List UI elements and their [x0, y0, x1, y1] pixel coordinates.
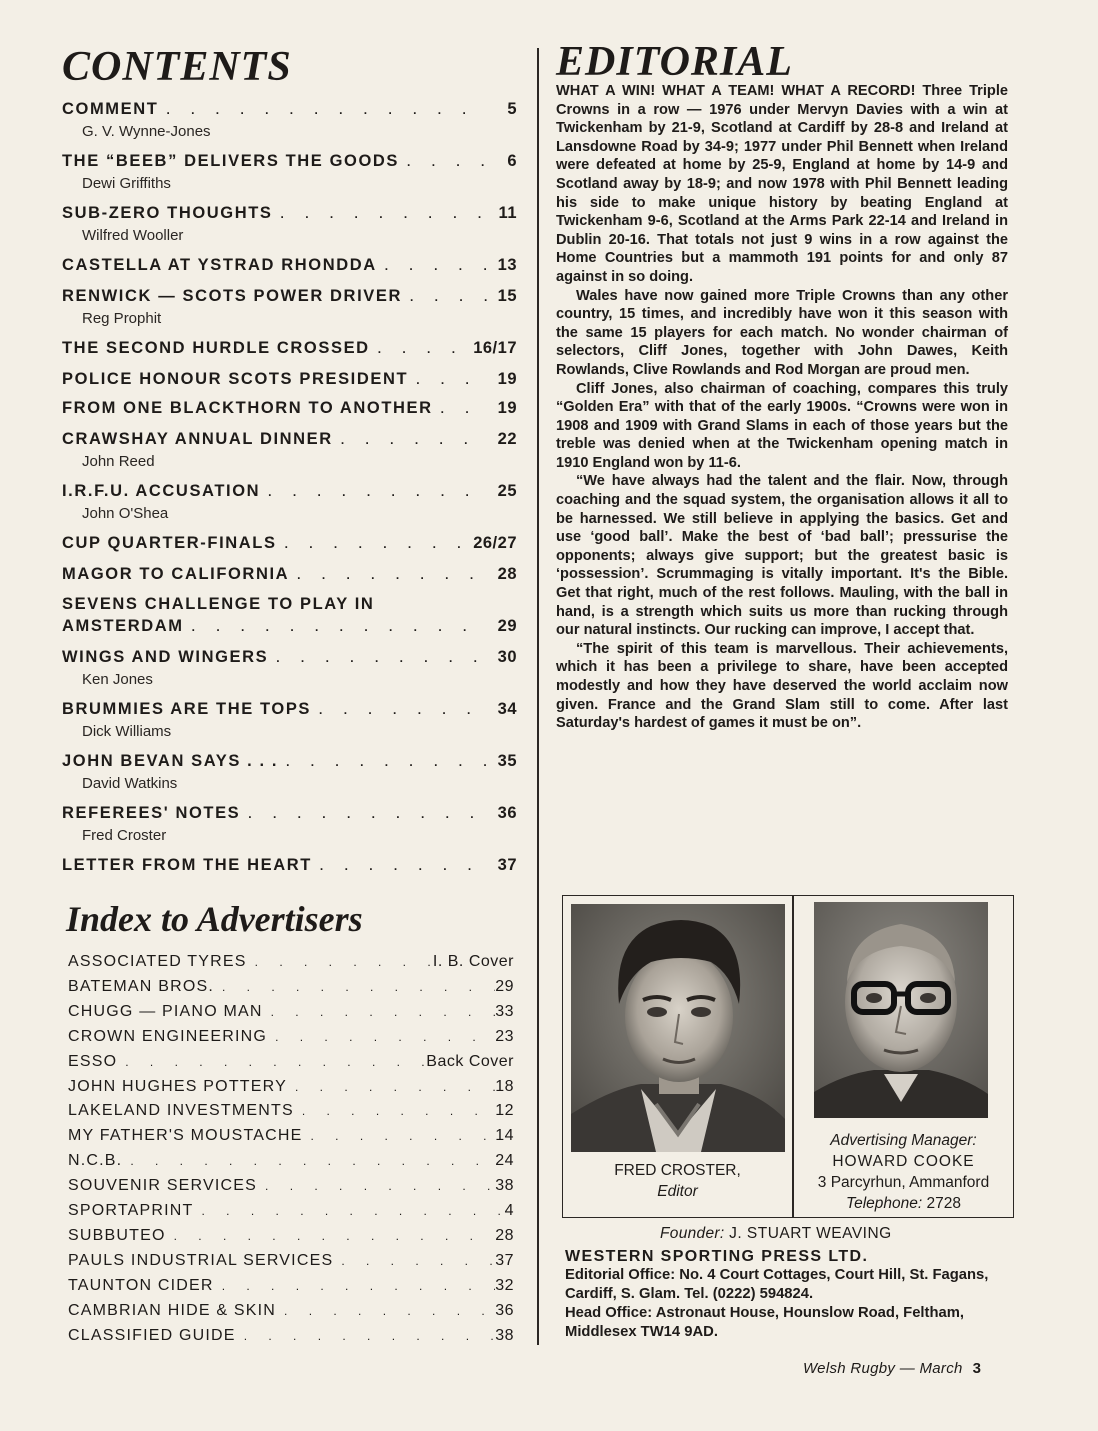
- toc-entry: [62, 254, 517, 277]
- advertiser-row: [68, 1324, 514, 1349]
- toc-entry: [62, 563, 517, 586]
- toc-author: David Watkins: [82, 775, 178, 792]
- toc-page: 35: [497, 752, 517, 770]
- advertiser-name: LAKELAND INVESTMENTS: [68, 1102, 294, 1120]
- advertiser-row: [68, 1299, 514, 1324]
- toc-entry: [62, 646, 517, 690]
- editor-portrait: [571, 904, 785, 1152]
- toc-leader-dots: [268, 647, 487, 669]
- toc-entry: [62, 150, 517, 194]
- toc-entry: [62, 397, 517, 420]
- toc-entry: [62, 854, 517, 877]
- advertiser-row: [68, 1000, 514, 1025]
- advertiser-name: SUBBUTEO: [68, 1226, 166, 1244]
- editorial-paragraph: Wales have now gained more Triple Crowns than any other country, 15 times, and incredibly have won it this season with the same 15 players for each match. No wonder chairman of selectors, Cliff Jones, together with John Dawes, Keith Rowlands, Clive Rowlands and Rod Morgan are proud men.: [556, 287, 1008, 378]
- toc-page: 26/27: [473, 534, 517, 552]
- advertiser-name: CLASSIFIED GUIDE: [68, 1326, 236, 1344]
- advertiser-leader-dots: [287, 1075, 495, 1100]
- advertiser-row: [68, 1224, 514, 1249]
- toc-entry: [62, 202, 517, 246]
- toc-entry: [62, 285, 517, 329]
- toc-title: CRAWSHAY ANNUAL DINNER: [62, 430, 333, 448]
- toc-leader-dots: [273, 203, 487, 225]
- publisher-name: WESTERN SPORTING PRESS LTD.: [565, 1248, 869, 1265]
- toc-entry: [62, 428, 517, 472]
- toc-title-row: [62, 646, 517, 669]
- advertiser-leader-dots: [117, 1050, 426, 1075]
- toc-title-row: [62, 285, 517, 308]
- publisher-info: [565, 1247, 1015, 1342]
- footer-publication: Welsh Rugby — March: [803, 1360, 963, 1377]
- toc-leader-dots: [277, 533, 474, 555]
- toc-entry: [62, 337, 517, 360]
- toc-author: Reg Prophit: [82, 310, 162, 327]
- advertiser-row: [68, 1050, 514, 1075]
- founder-name: J. STUART WEAVING: [729, 1225, 892, 1242]
- toc-title-row: [62, 698, 517, 721]
- toc-title-row: [62, 480, 517, 503]
- ad-manager-role: Advertising Manager:: [830, 1132, 977, 1149]
- advertiser-name: TAUNTON CIDER: [68, 1276, 214, 1294]
- advertiser-page: 18: [495, 1077, 514, 1095]
- toc-title: COMMENT: [62, 100, 159, 118]
- advertiser-leader-dots: [122, 1149, 495, 1174]
- toc-title-row: [62, 802, 517, 825]
- toc-title: FROM ONE BLACKTHORN TO ANOTHER: [62, 399, 433, 417]
- toc-title-row: [62, 532, 517, 555]
- toc-author: Fred Croster: [82, 827, 167, 844]
- toc-leader-dots: [399, 151, 487, 173]
- toc-leader-dots: [312, 855, 487, 877]
- advertiser-row: [68, 1199, 514, 1224]
- ad-manager-caption: [794, 1130, 1013, 1214]
- toc-title-row: [62, 563, 517, 586]
- toc-author: Wilfred Wooller: [82, 227, 184, 244]
- advertiser-leader-dots: [257, 1174, 495, 1199]
- advertiser-page: Back Cover: [426, 1052, 514, 1070]
- advertiser-page: 32: [495, 1276, 514, 1294]
- advertiser-name: ASSOCIATED TYRES: [68, 953, 247, 970]
- toc-title-row: [62, 615, 517, 638]
- toc-title: BRUMMIES ARE THE TOPS: [62, 700, 312, 718]
- toc-author: John O'Shea: [82, 505, 169, 522]
- advertiser-leader-dots: [194, 1199, 505, 1224]
- advertiser-page: 37: [495, 1251, 514, 1269]
- editorial-paragraph: “The spirit of this team is marvellous. Their achievements, which it has been a privilege to share, have been accepted modestly and how they have deserved the world acclaim now given. France and the Grand Slam still to come. After last Saturday's hardest of games it must be on”.: [556, 640, 1008, 732]
- advertiser-row: [68, 950, 514, 975]
- toc-leader-dots: [377, 255, 487, 277]
- toc-title-row: [62, 594, 517, 615]
- toc-title: I.R.F.U. ACCUSATION: [62, 482, 261, 500]
- ad-manager-phone: Telephone: 2728: [846, 1195, 961, 1212]
- toc-leader-dots: [333, 429, 487, 451]
- staff-photo-box: [562, 895, 1014, 1218]
- toc-page: 15: [497, 287, 517, 305]
- page-footer: [803, 1360, 981, 1377]
- toc-title: LETTER FROM THE HEART: [62, 856, 312, 874]
- toc-title-continued: AMSTERDAM: [62, 617, 184, 635]
- head-office: Head Office: Astronaut House, Hounslow Road, Feltham, Middlesex TW14 9AD.: [565, 1305, 965, 1340]
- toc-title: MAGOR TO CALIFORNIA: [62, 565, 290, 583]
- toc-page: 13: [497, 256, 517, 274]
- toc-page: 37: [497, 856, 517, 874]
- toc-title-row: [62, 254, 517, 277]
- advertiser-name: CROWN ENGINEERING: [68, 1027, 268, 1045]
- advertiser-leader-dots: [267, 1025, 495, 1050]
- toc-entry: [62, 98, 517, 142]
- ad-manager-name: HOWARD COOKE: [832, 1153, 975, 1170]
- toc-title: RENWICK — SCOTS POWER DRIVER: [62, 287, 402, 305]
- advertisers-list: [68, 950, 514, 1349]
- toc-leader-dots: [408, 369, 487, 391]
- toc-entry: [62, 368, 517, 391]
- toc-title-row: [62, 854, 517, 877]
- toc-title: SEVENS CHALLENGE TO PLAY IN: [62, 595, 375, 613]
- toc-page: 5: [507, 100, 517, 118]
- advertiser-row: [68, 1075, 514, 1100]
- advertiser-leader-dots: [166, 1224, 496, 1249]
- advertiser-name: SPORTAPRINT: [68, 1202, 194, 1220]
- toc-title-row: [62, 337, 517, 360]
- editorial-title: EDITORIAL: [556, 39, 793, 85]
- advertiser-name: N.C.B.: [68, 1152, 123, 1170]
- toc-entry: [62, 698, 517, 742]
- toc-entry: [62, 802, 517, 846]
- founder-line: [660, 1225, 892, 1243]
- advertiser-leader-dots: [214, 1274, 496, 1299]
- toc-page: 30: [497, 648, 517, 666]
- advertiser-name: CAMBRIAN HIDE & SKIN: [68, 1301, 277, 1319]
- toc-leader-dots: [370, 338, 474, 360]
- contents-title: CONTENTS: [62, 44, 292, 90]
- ad-manager-portrait: [814, 902, 988, 1118]
- toc-leader-dots: [311, 699, 487, 721]
- toc-author: John Reed: [82, 453, 155, 470]
- editorial-paragraph: “We have always had the talent and the flair. Now, through coaching and the squad system, the organisation allows it all to be harnessed. We still believe in applying the basics. Get and use ‘good ball’. Make the best of ‘bad ball’; pressurise the opponents; always give support; but the greatest basic is ‘possession’. Scrummaging is vitally important. It's the Bible. Get that right, much of the rest follows. Mauling, with the ball in hand, is a strength which suits us more than rucking through our natural instincts. Our rucking can improve, I accept that.: [556, 473, 1008, 639]
- advertiser-row: [68, 1025, 514, 1050]
- contents-section: [62, 42, 517, 877]
- toc-title: SUB-ZERO THOUGHTS: [62, 204, 273, 222]
- toc-author: Dewi Griffiths: [82, 175, 171, 192]
- toc-page: 36: [497, 804, 517, 822]
- advertiser-row: [68, 975, 514, 1000]
- advertiser-leader-dots: [263, 1000, 496, 1025]
- advertiser-page: I. B. Cover: [432, 953, 514, 970]
- toc-title-row: [62, 98, 517, 121]
- toc-page: 29: [497, 617, 517, 635]
- advertiser-page: 12: [495, 1102, 514, 1120]
- advertiser-page: 24: [495, 1152, 514, 1170]
- advertiser-page: 4: [504, 1202, 514, 1220]
- toc-title: THE “BEEB” DELIVERS THE GOODS: [62, 152, 400, 170]
- toc-page: 16/17: [473, 339, 517, 357]
- toc-title-row: [62, 150, 517, 173]
- toc-title: REFEREES' NOTES: [62, 804, 241, 822]
- page-number: 3: [972, 1360, 982, 1377]
- editor-caption: [563, 1160, 792, 1202]
- advertiser-name: JOHN HUGHES POTTERY: [68, 1077, 287, 1095]
- advertiser-row: [68, 1249, 514, 1274]
- advertiser-page: 29: [495, 977, 514, 995]
- advertiser-row: [68, 1274, 514, 1299]
- advertisers-title: Index to Advertisers: [66, 899, 363, 939]
- advertiser-leader-dots: [303, 1124, 496, 1149]
- toc-leader-dots: [240, 803, 487, 825]
- toc-title: WINGS AND WINGERS: [62, 648, 269, 666]
- contents-list: [62, 98, 517, 877]
- editorial-section: [556, 40, 1008, 733]
- toc-title-row: [62, 202, 517, 225]
- ad-manager-address: 3 Parcyrhun, Ammanford: [817, 1174, 990, 1191]
- toc-page: 11: [498, 204, 517, 222]
- advertiser-row: [68, 1124, 514, 1149]
- toc-author: Dick Williams: [82, 723, 172, 740]
- advertiser-page: 14: [495, 1127, 514, 1145]
- advertiser-page: 28: [495, 1226, 514, 1244]
- toc-title-row: [62, 750, 517, 773]
- toc-author: Ken Jones: [82, 671, 153, 688]
- advertiser-page: 33: [495, 1002, 514, 1020]
- editor-role: Editor: [657, 1183, 698, 1200]
- toc-page: 19: [497, 399, 517, 417]
- toc-leader-dots: [278, 751, 487, 773]
- toc-page: 28: [497, 565, 517, 583]
- advertiser-row: [68, 1099, 514, 1124]
- toc-entry: [62, 594, 517, 638]
- toc-title: CUP QUARTER-FINALS: [62, 534, 277, 552]
- toc-entry: [62, 480, 517, 524]
- toc-entry: [62, 532, 517, 555]
- toc-title-row: [62, 428, 517, 451]
- advertiser-name: MY FATHER'S MOUSTACHE: [68, 1127, 303, 1145]
- advertiser-name: ESSO: [68, 1052, 118, 1070]
- toc-entry: [62, 750, 517, 794]
- advertiser-page: 36: [495, 1301, 514, 1319]
- advertiser-row: [68, 1174, 514, 1199]
- advertiser-leader-dots: [247, 950, 433, 975]
- advertiser-page: 38: [495, 1177, 514, 1195]
- toc-leader-dots: [260, 481, 487, 503]
- founder-label: Founder:: [660, 1225, 725, 1242]
- toc-title: THE SECOND HURDLE CROSSED: [62, 339, 370, 357]
- editorial-paragraph: WHAT A WIN! WHAT A TEAM! WHAT A RECORD! Three Triple Crowns in a row — 1976 under Mervyn Davies with a win at Twickenham by 21-9, Scotland at Cardiff by 28-8 and Ireland at Lansdowne Road by 34-9; 1977 under Phil Bennett when Ireland were defeated at home by 25-9, England at home by 14-9 and Scotland away by 18-9; and now 1978 with Phil Bennett leading his side to make unique history by beating England at Twickenham 9-6, Scotland at the Arms Park 22-14 and Ireland in Dublin 20-16. That totals not just 9 wins in a row against the Home Countries but a mammoth 191 points for and only 87 against in so doing.: [556, 83, 1008, 285]
- advertiser-page: 38: [495, 1326, 514, 1344]
- toc-leader-dots: [289, 564, 487, 586]
- advertiser-name: BATEMAN BROS.: [68, 977, 214, 995]
- advertiser-row: [68, 1149, 514, 1174]
- toc-title-row: [62, 397, 517, 420]
- toc-title: JOHN BEVAN SAYS . . .: [62, 752, 279, 770]
- toc-title: CASTELLA AT YSTRAD RHONDDA: [62, 256, 377, 274]
- editor-name: FRED CROSTER,: [614, 1162, 741, 1179]
- toc-title-row: [62, 368, 517, 391]
- advertiser-leader-dots: [214, 975, 495, 1000]
- advertiser-name: CHUGG — PIANO MAN: [68, 1002, 263, 1020]
- toc-leader-dots: [433, 398, 487, 420]
- toc-page: 34: [497, 700, 517, 718]
- advertiser-name: PAULS INDUSTRIAL SERVICES: [68, 1251, 334, 1269]
- toc-page: 25: [497, 482, 517, 500]
- editorial-body: [556, 82, 1008, 733]
- toc-page: 22: [497, 430, 517, 448]
- toc-leader-dots: [402, 286, 487, 308]
- advertiser-name: SOUVENIR SERVICES: [68, 1177, 258, 1195]
- advertiser-leader-dots: [276, 1299, 495, 1324]
- editorial-office: Editorial Office: No. 4 Court Cottages, Court Hill, St. Fagans, Cardiff, S. Glam. Tel. (0222) 594824.: [565, 1267, 989, 1302]
- advertiser-leader-dots: [333, 1249, 495, 1274]
- toc-leader-dots: [184, 616, 487, 638]
- advertiser-page: 23: [495, 1027, 514, 1045]
- toc-title: POLICE HONOUR SCOTS PRESIDENT: [62, 370, 409, 388]
- toc-page: 6: [507, 152, 517, 170]
- column-divider: [537, 48, 539, 1345]
- advertiser-leader-dots: [236, 1324, 496, 1349]
- toc-page: 19: [497, 370, 517, 388]
- toc-leader-dots: [158, 99, 487, 121]
- advertiser-leader-dots: [294, 1099, 495, 1124]
- editorial-paragraph: Cliff Jones, also chairman of coaching, compares this truly “Golden Era” with that of the early 1900s. “Crowns were won in 1908 and 1909 with Grand Slams in each of those years but the treble was denied when at the Twickenham opening match in 1910 England won by 11-6.: [556, 380, 1008, 471]
- toc-author: G. V. Wynne-Jones: [82, 123, 211, 140]
